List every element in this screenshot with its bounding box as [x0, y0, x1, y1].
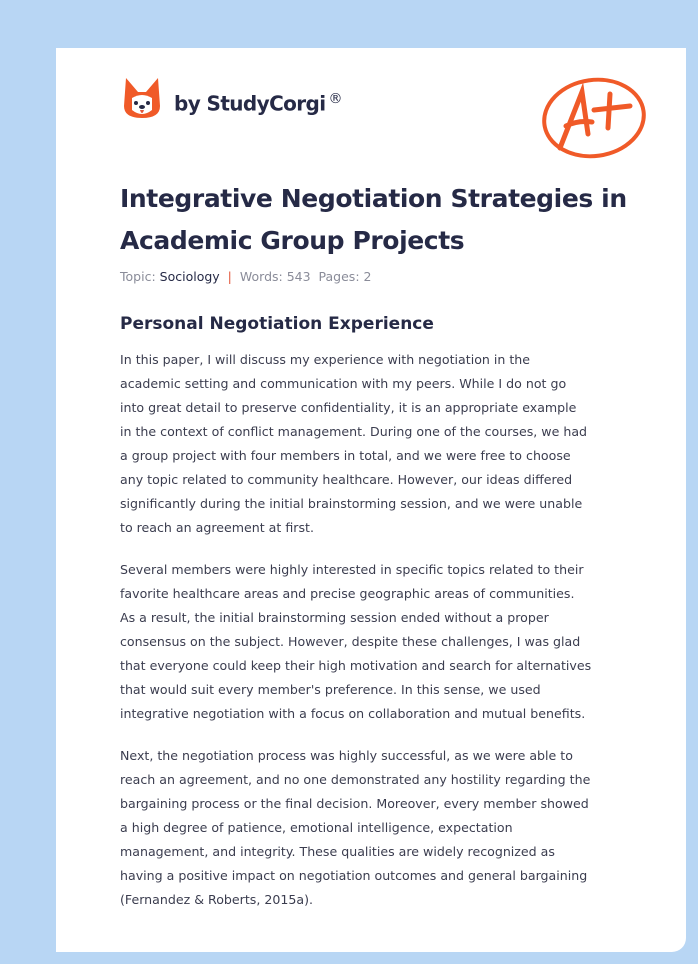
paragraph-line: management, and integrity. These qualities are widely recognized as — [120, 844, 555, 859]
paragraph-line: in the context of conflict management. During one of the courses, we had — [120, 424, 588, 439]
document-body — [120, 348, 660, 930]
paragraph-line: reach an agreement, and no one demonstrated any hostility regarding the — [120, 772, 591, 787]
paragraph — [120, 744, 660, 912]
paragraph-line: consensus on the subject. However, despite these challenges, I was glad — [120, 634, 581, 649]
document-meta: Topic: Sociology | Words: 543 Pages: 2 — [120, 269, 372, 284]
brand-name: by StudyCorgi ® — [174, 90, 342, 116]
paragraph-line: a high degree of patience, emotional intelligence, expectation — [120, 820, 513, 835]
page-title: Integrative Negotiation Strategies in Academic Group Projects — [120, 184, 627, 255]
paragraph-line: In this paper, I will discuss my experience with negotiation in the — [120, 352, 531, 367]
paragraph-line: any topic related to community healthcare. However, our ideas differed — [120, 472, 573, 487]
paragraph-line: into great detail to preserve confidentiality, it is an appropriate example — [120, 400, 577, 415]
studycorgi-logo[interactable] — [122, 76, 342, 120]
document-card — [56, 48, 686, 952]
paragraph-line: that would suit every member's preference. In this sense, we used — [120, 682, 541, 697]
paragraph-line: favorite healthcare areas and precise geographic areas of communities. — [120, 586, 575, 601]
paragraph-line: bargaining process or the final decision. Moreover, every member showed — [120, 796, 589, 811]
paragraph-line: Next, the negotiation process was highly successful, as we were able to — [120, 748, 573, 763]
topic-link[interactable]: Sociology — [159, 269, 220, 284]
paragraph — [120, 558, 660, 726]
paragraph-line: Several members were highly interested in specific topics related to their — [120, 562, 584, 577]
paragraph-line: academic setting and communication with my peers. While I do not go — [120, 376, 567, 391]
paragraph-line: having a positive impact on negotiation outcomes and general bargaining — [120, 868, 588, 883]
a-plus-grade-icon — [538, 70, 650, 166]
paragraph-line: to reach an agreement at first. — [120, 520, 314, 535]
paragraph — [120, 348, 660, 540]
paragraph-line: that everyone could keep their high motivation and search for alternatives — [120, 658, 592, 673]
paragraph-line: significantly during the initial brainstorming session, and we were unable — [120, 496, 583, 511]
paragraph-line: a group project with four members in total, and we were free to choose — [120, 448, 571, 463]
corgi-icon — [122, 76, 162, 120]
section-heading: Personal Negotiation Experience — [120, 314, 434, 334]
paragraph-line: As a result, the initial brainstorming session ended without a proper — [120, 610, 549, 625]
paragraph-line: (Fernandez & Roberts, 2015a). — [120, 892, 314, 907]
paragraph-line: integrative negotiation with a focus on collaboration and mutual benefits. — [120, 706, 586, 721]
